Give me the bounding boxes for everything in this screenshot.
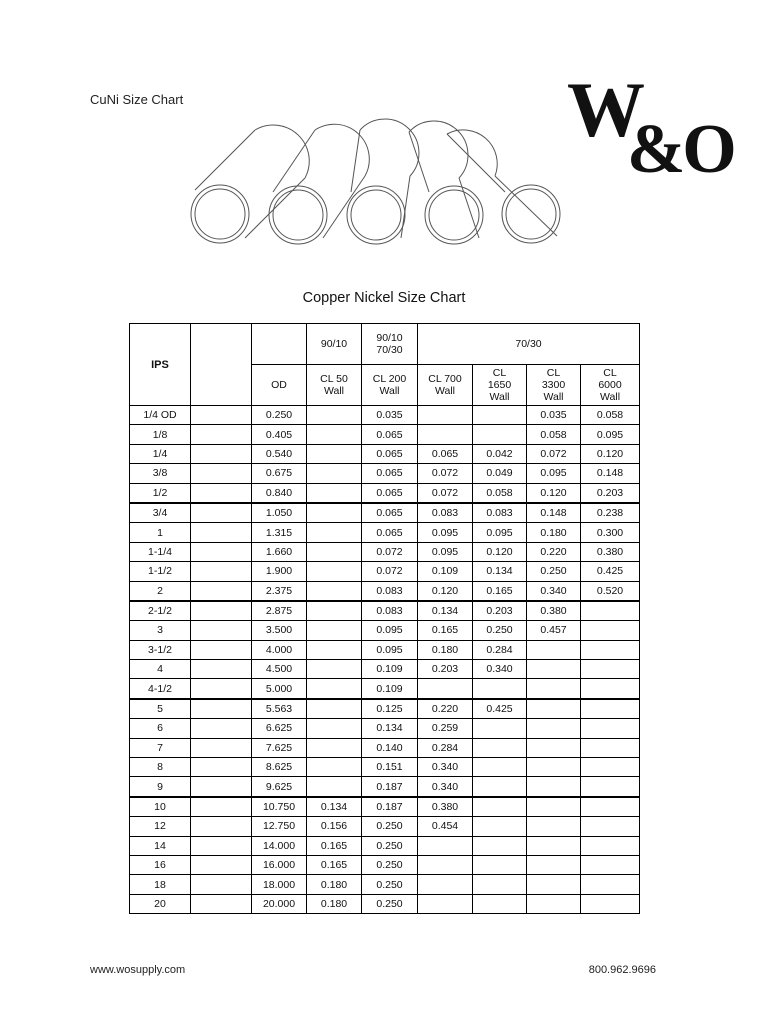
cell-ips: 3: [130, 621, 191, 640]
table-row: [130, 817, 640, 836]
cell-blank: [191, 797, 252, 817]
cell-cl700: [418, 894, 473, 913]
cell-ips: 2: [130, 581, 191, 601]
cell-ips: 20: [130, 894, 191, 913]
cell-cl50: [307, 444, 362, 463]
cell-blank: [191, 758, 252, 777]
cell-cl3300: 0.457: [527, 621, 581, 640]
cell-od: 8.625: [252, 758, 307, 777]
table-row: [130, 836, 640, 855]
cell-cl50: 0.156: [307, 817, 362, 836]
cell-cl200: 0.250: [362, 836, 418, 855]
cell-cl50: [307, 503, 362, 523]
cell-cl6000: [581, 621, 640, 640]
table-row: [130, 777, 640, 797]
cell-cl3300: 0.058: [527, 425, 581, 444]
cell-od: 3.500: [252, 621, 307, 640]
cell-cl3300: 0.095: [527, 464, 581, 483]
cell-cl50: [307, 660, 362, 679]
cell-ips: 1/8: [130, 425, 191, 444]
cell-cl200: 0.065: [362, 483, 418, 503]
cell-cl1650: 0.250: [473, 621, 527, 640]
cell-cl200: 0.083: [362, 601, 418, 621]
cell-blank: [191, 523, 252, 542]
cell-od: 1.050: [252, 503, 307, 523]
cell-cl6000: [581, 797, 640, 817]
cell-blank: [191, 542, 252, 561]
cell-cl1650: 0.058: [473, 483, 527, 503]
cell-cl200: 0.083: [362, 581, 418, 601]
cell-od: 0.405: [252, 425, 307, 444]
cell-cl200: 0.187: [362, 797, 418, 817]
cell-cl700: 0.134: [418, 601, 473, 621]
cell-cl700: 0.203: [418, 660, 473, 679]
cell-ips: 2-1/2: [130, 601, 191, 621]
cell-blank: [191, 719, 252, 738]
cell-cl6000: [581, 777, 640, 797]
cell-ips: 3/4: [130, 503, 191, 523]
cell-od: 0.675: [252, 464, 307, 483]
table-row: [130, 738, 640, 757]
cell-od: 18.000: [252, 875, 307, 894]
cell-ips: 1/2: [130, 483, 191, 503]
cell-blank: [191, 777, 252, 797]
cell-cl1650: 0.134: [473, 562, 527, 581]
cell-cl6000: [581, 855, 640, 874]
cell-cl1650: 0.165: [473, 581, 527, 601]
cell-cl200: 0.250: [362, 817, 418, 836]
cell-blank: [191, 640, 252, 659]
cell-cl200: 0.095: [362, 621, 418, 640]
table-row: [130, 503, 640, 523]
col-cl1650: CL 1650 Wall: [473, 365, 527, 406]
cell-cl6000: 0.520: [581, 581, 640, 601]
cell-cl700: 0.220: [418, 699, 473, 719]
cell-blank: [191, 875, 252, 894]
cell-cl200: 0.250: [362, 855, 418, 874]
cell-cl700: [418, 406, 473, 425]
table-row: [130, 699, 640, 719]
cell-cl3300: [527, 640, 581, 659]
cell-cl6000: 0.300: [581, 523, 640, 542]
cell-cl50: 0.165: [307, 855, 362, 874]
col-cl200: CL 200 Wall: [362, 365, 418, 406]
table-row: [130, 719, 640, 738]
pipe-5: [447, 130, 560, 243]
cell-cl700: 0.072: [418, 483, 473, 503]
col-cl700: CL 700 Wall: [418, 365, 473, 406]
cell-cl3300: [527, 875, 581, 894]
cell-cl3300: [527, 836, 581, 855]
cell-cl700: 0.120: [418, 581, 473, 601]
table-row: [130, 464, 640, 483]
cell-ips: 1-1/4: [130, 542, 191, 561]
cell-cl700: 0.109: [418, 562, 473, 581]
cell-ips: 12: [130, 817, 191, 836]
cell-cl200: 0.072: [362, 542, 418, 561]
svg-text:&O: &O: [627, 111, 734, 188]
cell-cl50: [307, 464, 362, 483]
table-row: [130, 542, 640, 561]
pipe-3: [347, 119, 419, 244]
cell-cl6000: [581, 699, 640, 719]
cell-ips: 9: [130, 777, 191, 797]
cell-cl6000: 0.425: [581, 562, 640, 581]
cell-cl3300: [527, 797, 581, 817]
cell-cl200: 0.035: [362, 406, 418, 425]
cell-od: 10.750: [252, 797, 307, 817]
cell-od: 9.625: [252, 777, 307, 797]
cell-ips: 4: [130, 660, 191, 679]
footer-phone: 800.962.9696: [588, 964, 656, 976]
cell-blank: [191, 817, 252, 836]
cell-cl200: 0.072: [362, 562, 418, 581]
cell-cl700: [418, 875, 473, 894]
cell-ips: 6: [130, 719, 191, 738]
cell-cl50: 0.165: [307, 836, 362, 855]
cell-cl50: [307, 640, 362, 659]
cell-cl50: 0.134: [307, 797, 362, 817]
chart-title: Copper Nickel Size Chart: [302, 290, 466, 306]
cell-cl200: 0.140: [362, 738, 418, 757]
cell-cl1650: [473, 406, 527, 425]
cell-cl700: [418, 855, 473, 874]
cell-cl700: 0.180: [418, 640, 473, 659]
cell-cl3300: [527, 738, 581, 757]
cell-cl1650: [473, 836, 527, 855]
cell-cl6000: [581, 660, 640, 679]
document-title: CuNi Size Chart: [90, 92, 184, 107]
cell-cl200: 0.187: [362, 777, 418, 797]
cell-cl3300: 0.072: [527, 444, 581, 463]
svg-text:W: W: [567, 66, 639, 153]
cell-cl200: 0.250: [362, 875, 418, 894]
cell-cl3300: [527, 817, 581, 836]
cell-cl200: 0.065: [362, 523, 418, 542]
cell-cl1650: 0.425: [473, 699, 527, 719]
cell-cl6000: 0.380: [581, 542, 640, 561]
cell-cl3300: 0.340: [527, 581, 581, 601]
cell-ips: 4-1/2: [130, 679, 191, 699]
cell-cl50: [307, 601, 362, 621]
cell-cl3300: 0.250: [527, 562, 581, 581]
table-row: [130, 444, 640, 463]
cell-cl1650: [473, 855, 527, 874]
cell-cl1650: [473, 817, 527, 836]
cell-od: 1.900: [252, 562, 307, 581]
wo-logo: [565, 66, 734, 188]
cell-cl1650: [473, 679, 527, 699]
cell-cl3300: 0.180: [527, 523, 581, 542]
col-cl6000: CL 6000 Wall: [581, 365, 640, 406]
cell-cl50: [307, 738, 362, 757]
table-row: [130, 660, 640, 679]
cell-blank: [191, 581, 252, 601]
cell-od: 7.625: [252, 738, 307, 757]
cell-cl200: 0.109: [362, 660, 418, 679]
cell-cl3300: [527, 699, 581, 719]
cell-cl6000: [581, 679, 640, 699]
cell-ips: 18: [130, 875, 191, 894]
table-body: [130, 406, 640, 914]
cell-cl3300: [527, 660, 581, 679]
table-row: [130, 875, 640, 894]
cell-cl50: [307, 777, 362, 797]
col-od: OD: [252, 365, 307, 406]
cell-cl6000: [581, 719, 640, 738]
cell-cl700: 0.340: [418, 777, 473, 797]
cell-cl50: [307, 523, 362, 542]
cell-ips: 5: [130, 699, 191, 719]
cell-blank: [191, 503, 252, 523]
cell-cl1650: 0.120: [473, 542, 527, 561]
cell-blank: [191, 738, 252, 757]
cell-blank: [191, 562, 252, 581]
table-row: [130, 758, 640, 777]
cell-cl3300: 0.380: [527, 601, 581, 621]
cell-cl3300: 0.148: [527, 503, 581, 523]
cell-od: 4.500: [252, 660, 307, 679]
cell-cl6000: [581, 601, 640, 621]
table-row: [130, 562, 640, 581]
pipe-2: [269, 124, 369, 244]
cell-cl50: [307, 483, 362, 503]
cell-cl1650: [473, 875, 527, 894]
cell-cl50: [307, 406, 362, 425]
cell-cl3300: [527, 679, 581, 699]
group-9010-7030: 90/10 70/30: [362, 324, 418, 365]
col-cl3300: CL 3300 Wall: [527, 365, 581, 406]
cell-blank: [191, 483, 252, 503]
cell-ips: 1-1/2: [130, 562, 191, 581]
table-row: [130, 581, 640, 601]
cell-cl6000: [581, 817, 640, 836]
col-blank: [191, 324, 252, 406]
cell-ips: 16: [130, 855, 191, 874]
footer-website: www.wosupply.com: [90, 964, 186, 976]
cell-blank: [191, 836, 252, 855]
cell-cl700: 0.380: [418, 797, 473, 817]
cell-ips: 1: [130, 523, 191, 542]
cell-cl1650: [473, 425, 527, 444]
size-table: [129, 323, 640, 914]
cell-cl50: 0.180: [307, 894, 362, 913]
cell-cl200: 0.065: [362, 464, 418, 483]
cell-cl6000: [581, 836, 640, 855]
group-9010: 90/10: [307, 324, 362, 365]
cell-cl700: 0.259: [418, 719, 473, 738]
cell-blank: [191, 601, 252, 621]
cell-cl700: [418, 836, 473, 855]
cell-ips: 1/4 OD: [130, 406, 191, 425]
cell-od: 4.000: [252, 640, 307, 659]
cell-cl6000: [581, 875, 640, 894]
col-od-top: [252, 324, 307, 365]
cell-cl6000: [581, 894, 640, 913]
cell-od: 0.540: [252, 444, 307, 463]
cell-cl200: 0.065: [362, 444, 418, 463]
pipes-illustration: [185, 120, 580, 255]
cell-cl700: 0.095: [418, 542, 473, 561]
cell-cl50: [307, 719, 362, 738]
table-row: [130, 679, 640, 699]
cell-cl700: 0.065: [418, 444, 473, 463]
table-row: [130, 621, 640, 640]
cell-cl50: [307, 581, 362, 601]
table-row: [130, 406, 640, 425]
cell-blank: [191, 855, 252, 874]
cell-cl700: 0.165: [418, 621, 473, 640]
cell-od: 1.315: [252, 523, 307, 542]
header-row-1: [130, 324, 640, 365]
cell-cl50: [307, 758, 362, 777]
cell-cl1650: 0.042: [473, 444, 527, 463]
col-cl50: CL 50 Wall: [307, 365, 362, 406]
cell-cl700: 0.340: [418, 758, 473, 777]
cell-od: 20.000: [252, 894, 307, 913]
col-ips: IPS: [130, 324, 191, 406]
cell-ips: 7: [130, 738, 191, 757]
cell-cl3300: [527, 777, 581, 797]
table-row: [130, 640, 640, 659]
cell-cl3300: [527, 894, 581, 913]
cell-blank: [191, 699, 252, 719]
pipe-1: [191, 125, 309, 243]
cell-cl1650: [473, 738, 527, 757]
cell-od: 0.840: [252, 483, 307, 503]
cell-ips: 3/8: [130, 464, 191, 483]
cell-blank: [191, 425, 252, 444]
cell-cl200: 0.095: [362, 640, 418, 659]
cell-blank: [191, 679, 252, 699]
cell-od: 14.000: [252, 836, 307, 855]
table-row: [130, 894, 640, 913]
cell-cl50: [307, 562, 362, 581]
cell-cl1650: 0.340: [473, 660, 527, 679]
cell-cl200: 0.134: [362, 719, 418, 738]
cell-cl6000: 0.058: [581, 406, 640, 425]
cell-cl50: 0.180: [307, 875, 362, 894]
cell-cl1650: [473, 719, 527, 738]
cell-cl3300: 0.120: [527, 483, 581, 503]
cell-cl700: 0.095: [418, 523, 473, 542]
cell-od: 5.563: [252, 699, 307, 719]
cell-od: 2.875: [252, 601, 307, 621]
cell-cl50: [307, 621, 362, 640]
cell-od: 2.375: [252, 581, 307, 601]
cell-od: 1.660: [252, 542, 307, 561]
pipe-4: [409, 121, 483, 244]
cell-cl700: 0.454: [418, 817, 473, 836]
cell-cl200: 0.250: [362, 894, 418, 913]
cell-cl1650: 0.083: [473, 503, 527, 523]
cell-cl50: [307, 679, 362, 699]
cell-cl6000: [581, 640, 640, 659]
cell-cl50: [307, 425, 362, 444]
cell-cl3300: [527, 719, 581, 738]
table-row: [130, 601, 640, 621]
table-row: [130, 523, 640, 542]
cell-cl1650: 0.049: [473, 464, 527, 483]
cell-blank: [191, 464, 252, 483]
cell-cl200: 0.065: [362, 503, 418, 523]
cell-cl200: 0.065: [362, 425, 418, 444]
cell-od: 0.250: [252, 406, 307, 425]
cell-cl50: [307, 542, 362, 561]
cell-blank: [191, 660, 252, 679]
cell-cl6000: 0.238: [581, 503, 640, 523]
cell-od: 16.000: [252, 855, 307, 874]
cell-cl3300: 0.035: [527, 406, 581, 425]
table-row: [130, 483, 640, 503]
table-row: [130, 425, 640, 444]
cell-ips: 10: [130, 797, 191, 817]
cell-cl700: 0.072: [418, 464, 473, 483]
cell-ips: 14: [130, 836, 191, 855]
cell-blank: [191, 894, 252, 913]
cell-cl3300: [527, 855, 581, 874]
cell-cl1650: [473, 758, 527, 777]
cell-cl200: 0.125: [362, 699, 418, 719]
cell-cl6000: [581, 758, 640, 777]
cell-blank: [191, 444, 252, 463]
cell-cl6000: 0.095: [581, 425, 640, 444]
group-7030: 70/30: [418, 324, 640, 365]
cell-od: 5.000: [252, 679, 307, 699]
cell-cl6000: [581, 738, 640, 757]
cell-cl3300: 0.220: [527, 542, 581, 561]
cell-blank: [191, 621, 252, 640]
cell-od: 12.750: [252, 817, 307, 836]
cell-cl50: [307, 699, 362, 719]
cell-cl700: [418, 679, 473, 699]
cell-cl6000: 0.203: [581, 483, 640, 503]
cell-cl200: 0.109: [362, 679, 418, 699]
cell-cl6000: 0.148: [581, 464, 640, 483]
cell-cl1650: [473, 797, 527, 817]
cell-cl200: 0.151: [362, 758, 418, 777]
cell-cl3300: [527, 758, 581, 777]
cell-cl700: 0.284: [418, 738, 473, 757]
table-row: [130, 797, 640, 817]
cell-cl1650: 0.203: [473, 601, 527, 621]
cell-cl6000: 0.120: [581, 444, 640, 463]
cell-ips: 1/4: [130, 444, 191, 463]
cell-blank: [191, 406, 252, 425]
cell-cl700: 0.083: [418, 503, 473, 523]
table-row: [130, 855, 640, 874]
cell-cl1650: 0.095: [473, 523, 527, 542]
cell-cl1650: 0.284: [473, 640, 527, 659]
cell-cl1650: [473, 777, 527, 797]
cell-od: 6.625: [252, 719, 307, 738]
cell-ips: 8: [130, 758, 191, 777]
cell-cl1650: [473, 894, 527, 913]
cell-cl700: [418, 425, 473, 444]
cell-ips: 3-1/2: [130, 640, 191, 659]
